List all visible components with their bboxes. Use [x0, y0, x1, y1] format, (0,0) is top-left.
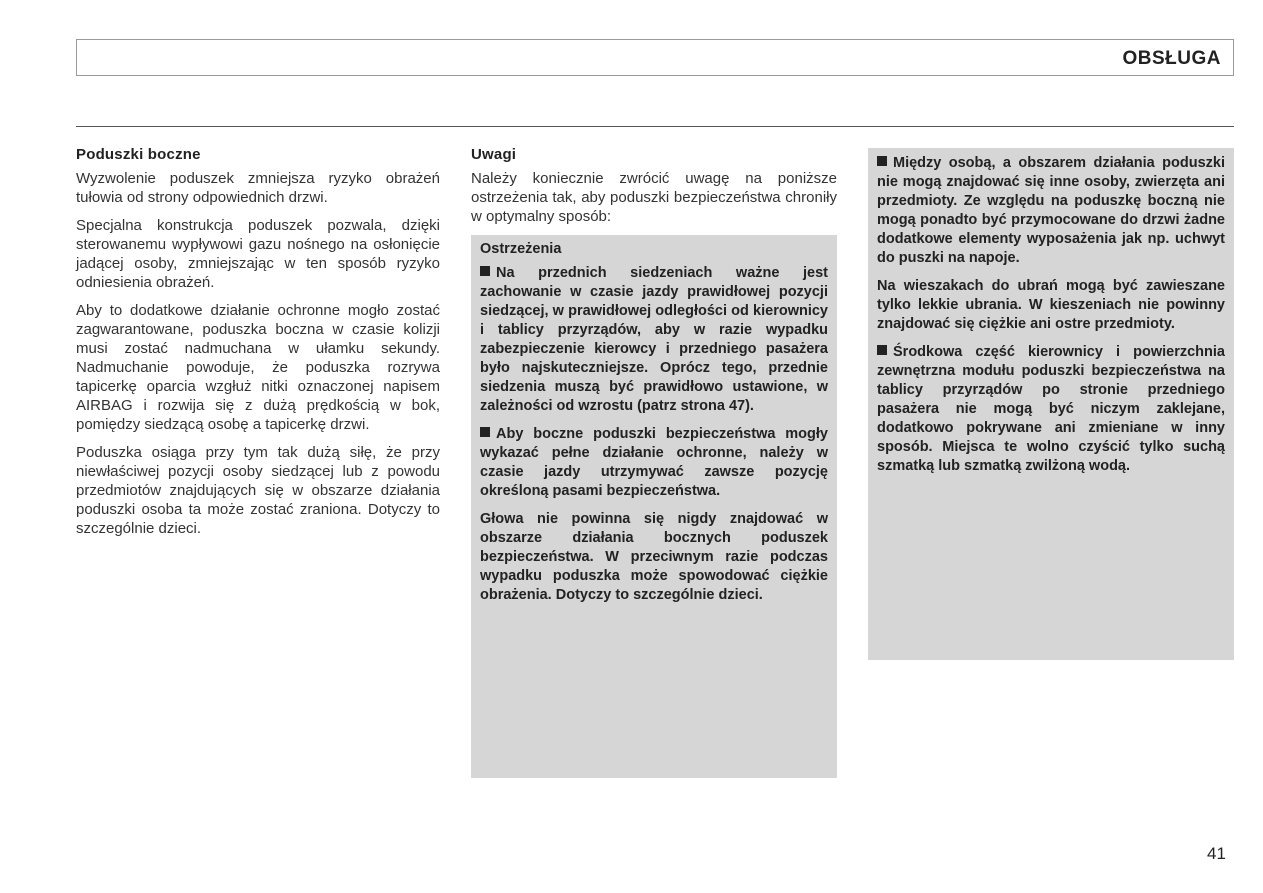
warning-item [877, 154, 1225, 268]
warning-item [877, 277, 1225, 334]
warning-item [877, 343, 1225, 476]
warning-text: Na przednich siedzeniach ważne jest zachowanie w czasie jazdy prawidłowej pozycji siedzącej, w prawidłowej odległości od kierownicy i tablicy przyrządów, aby w razie wypadku zabezpieczenie kierowcy i przedniego pasażera było najskuteczniejsze. Oprócz tego, przednie siedzenia muszą być prawidłowo ustawione, w zależności od wzrostu (patrz strona 47). [480, 265, 828, 414]
warning-box-continued [868, 148, 1234, 660]
warning-item [480, 425, 828, 501]
notes-heading: Uwagi [471, 146, 517, 163]
warning-item [480, 264, 828, 416]
paragraph: Specjalna konstrukcja poduszek pozwala, dzięki sterowanemu wypływowi gazu nośnego na osłonięcie jadącej osoby, zmniejszając w ten sposób ryzyko odniesienia obrażeń. [76, 217, 440, 291]
bullet-square-icon [877, 156, 887, 166]
warning-text: Na wieszakach do ubrań mogą być zawieszane tylko lekkie ubrania. W kieszeniach nie powinny znajdować się ciężkie ani ostre przedmioty. [877, 278, 1225, 332]
header-rule [76, 126, 1234, 127]
side-airbags-heading: Poduszki boczne [76, 146, 201, 163]
section-title: OBSŁUGA [1122, 48, 1221, 69]
warning-item [480, 510, 828, 605]
bullet-square-icon [480, 266, 490, 276]
paragraph: Wyzwolenie poduszek zmniejsza ryzyko obrażeń tułowia od strony odpowiednich drzwi. [76, 170, 440, 206]
bullet-square-icon [877, 345, 887, 355]
column-notes [471, 146, 837, 778]
warning-text: Między osobą, a obszarem działania poduszki nie mogą znajdować się inne osoby, zwierzęta ani przedmioty. Ze względu na poduszkę boczną nie mogą ponadto być przymocowane do drzwi żadne dodatkowe elementy wyposażenia jak np. uchwyt do puszki na napoje. [877, 155, 1225, 266]
warning-text: Aby boczne poduszki bezpieczeństwa mogły wykazać pełne działanie ochronne, należy w czasie jazdy utrzymywać zawsze pozycję określoną pasami bezpieczeństwa. [480, 426, 828, 499]
paragraph: Aby to dodatkowe działanie ochronne mogło zostać zagwarantowane, poduszka boczna w czasie kolizji musi zostać nadmuchana w ułamku sekundy. Nadmuchanie powoduje, że poduszka rozrywa tapicerkę oparcia wzgłuż nitki oznaczonej napisem AIRBAG i rozwija się z dużą prędkością w bok, pomiędzy siedzącą osobę a tapicerkę drzwi. [76, 302, 440, 433]
section-header [76, 39, 1234, 76]
bullet-square-icon [480, 427, 490, 437]
paragraph: Poduszka osiąga przy tym tak dużą siłę, że przy niewłaściwej pozycji osoby siedzącej lub z powodu przedmiotów znajdujących się w obszarze działania poduszki osoba ta może zostać zraniona. Dotyczy to szczególnie dzieci. [76, 444, 440, 537]
notes-intro: Należy koniecznie zwrócić uwagę na poniższe ostrzeżenia tak, aby poduszki bezpieczeństwa chroniły w optymalny sposób: [471, 170, 837, 225]
warning-heading: Ostrzeżenia [480, 241, 562, 257]
column-warnings-continued [868, 148, 1234, 660]
column-side-airbags [76, 146, 440, 547]
warning-text: Środkowa część kierownicy i powierzchnia zewnętrzna modułu poduszki bezpieczeństwa na tablicy przyrządów po stronie przedniego pasażera nie mogą być niczym zaklejane, dodatkowo pokrywane ani zmieniane w inny sposób. Miejsca te wolno czyścić tylko suchą szmatką lub szmatką zwilżoną wodą. [877, 344, 1225, 474]
warning-box [471, 235, 837, 778]
warning-text: Głowa nie powinna się nigdy znajdować w obszarze działania bocznych poduszek bezpieczeństwa. W przeciwnym razie podczas wypadku poduszka może spowodować ciężkie obrażenia. Dotyczy to szczególnie dzieci. [480, 511, 828, 603]
page-number: 41 [1207, 844, 1226, 863]
